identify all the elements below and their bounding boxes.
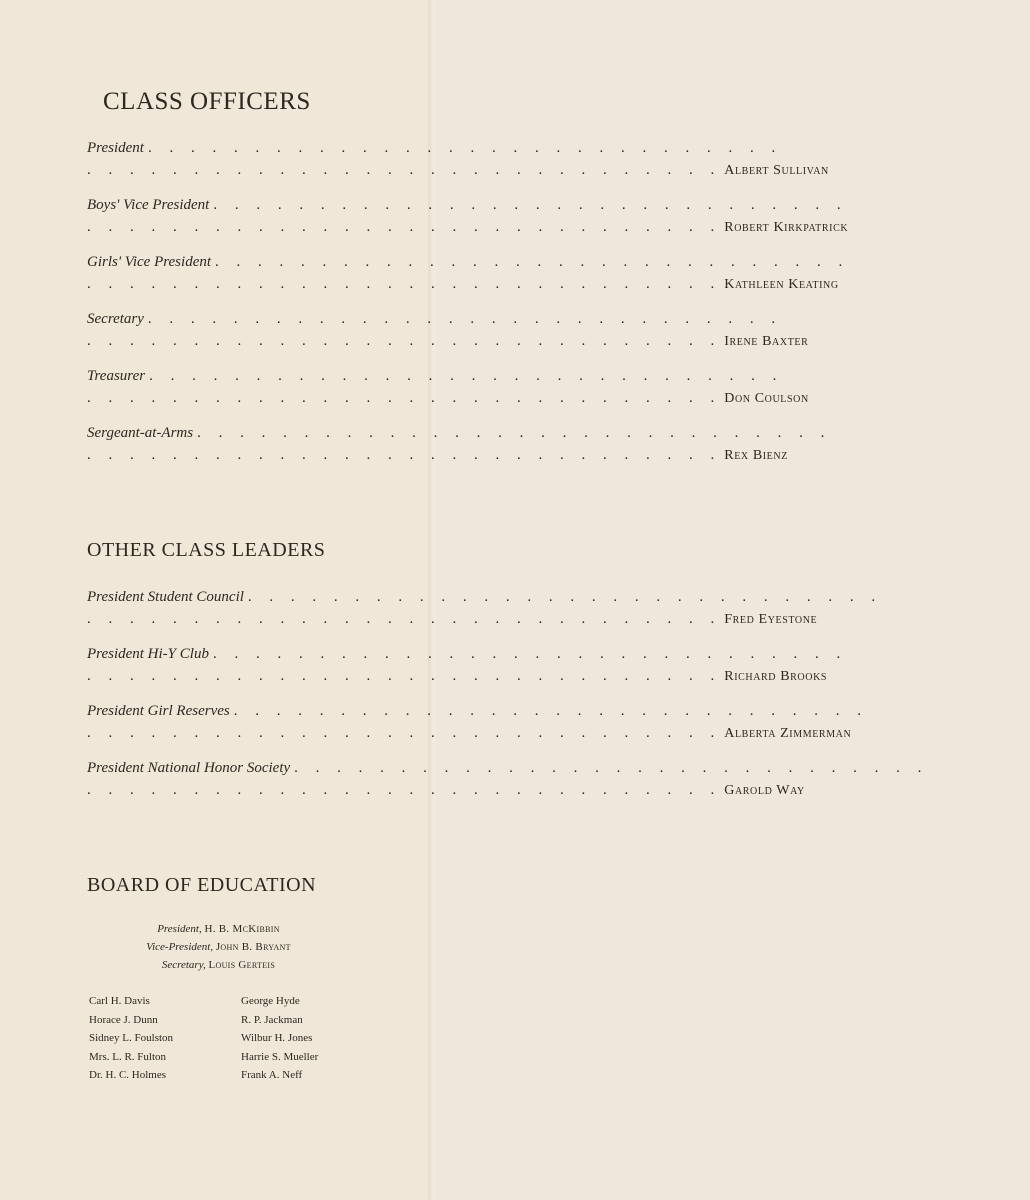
leader-name: Garold Way xyxy=(724,783,805,798)
dot-leader: . . . . . . . . . . . . . . . . . . . . . . . . . . . . . . xyxy=(87,333,722,349)
officer-entry xyxy=(87,368,809,412)
board-member: Sidney L. Foulston xyxy=(89,1032,174,1044)
board-member: Frank A. Neff xyxy=(241,1069,303,1081)
board-of-education-title: BOARD OF EDUCATION xyxy=(87,874,317,896)
dot-leader: . . . . . . . . . . . . . . . . . . . . . . . . . . . . . . xyxy=(87,611,722,627)
officer-name: Don Coulson xyxy=(724,391,809,406)
officer-name: Kathleen Keating xyxy=(724,277,839,292)
dot-leader: . . . . . . . . . . . . . . . . . . . . . . . . . . . . . . xyxy=(147,311,783,327)
officer-role: Sergeant-at-Arms xyxy=(87,425,194,441)
dot-leader: . . . . . . . . . . . . . . . . . . . . . . . . . . . . . . xyxy=(247,589,883,605)
dot-leader: . . . . . . . . . . . . . . . . . . . . . . . . . . . . . . xyxy=(87,725,722,741)
officer-entry xyxy=(87,425,832,469)
officer-entry xyxy=(87,254,850,298)
dot-leader: . . . . . . . . . . . . . . . . . . . . . . . . . . . . . . xyxy=(87,447,722,463)
officer-entry xyxy=(87,197,849,241)
officer-role: Boys' Vice President xyxy=(87,197,210,213)
dot-leader: . . . . . . . . . . . . . . . . . . . . . . . . . . . . . . xyxy=(197,425,832,441)
officer-name: Robert Kirkpatrick xyxy=(724,220,849,235)
board-member: Mrs. L. R. Fulton xyxy=(89,1050,167,1063)
officer-role: Treasurer xyxy=(87,368,146,384)
dot-leader: . . . . . . . . . . . . . . . . . . . . . . . . . . . . . . xyxy=(87,668,722,684)
dot-leader: . . . . . . . . . . . . . . . . . . . . . . . . . . . . . . xyxy=(147,140,783,156)
officer-name: Irene Baxter xyxy=(724,334,809,349)
leader-role: President Hi-Y Club xyxy=(87,646,209,662)
dot-leader: . . . . . . . . . . . . . . . . . . . . . . . . . . . . . . xyxy=(87,162,722,178)
board-officer-name: H. B. McKibbin xyxy=(204,923,280,935)
leader-entry xyxy=(87,703,868,747)
board-officer-role: Secretary, xyxy=(161,959,206,971)
officer-name: Rex Bienz xyxy=(724,448,788,463)
leader-entry xyxy=(87,760,929,804)
officer-entry xyxy=(87,311,809,355)
leader-name: Alberta Zimmerman xyxy=(724,726,852,741)
board-officer-line xyxy=(87,938,350,956)
officer-role: Secretary xyxy=(87,311,144,327)
class-officers-title: CLASS OFFICERS xyxy=(103,88,311,115)
board-officer-line xyxy=(87,956,350,974)
board-officer-role: President, xyxy=(157,923,202,935)
board-member: Horace J. Dunn xyxy=(89,1013,158,1026)
leader-entry xyxy=(87,589,883,633)
board-member: Wilbur H. Jones xyxy=(241,1032,313,1044)
leader-role: President Student Council xyxy=(87,589,244,605)
board-officer-role: Vice-President, xyxy=(146,941,214,953)
dot-leader: . . . . . . . . . . . . . . . . . . . . . . . . . . . . . . xyxy=(215,254,850,270)
leader-entry xyxy=(87,646,848,690)
board-members-column-1 xyxy=(89,992,173,1085)
officer-role: Girls' Vice President xyxy=(87,254,212,270)
dot-leader: . . . . . . . . . . . . . . . . . . . . . . . . . . . . . . xyxy=(233,703,868,719)
officer-name: Albert Sullivan xyxy=(724,163,829,178)
dot-leader: . . . . . . . . . . . . . . . . . . . . . . . . . . . . . . xyxy=(87,782,722,798)
leader-name: Richard Brooks xyxy=(724,669,828,684)
board-member: R. P. Jackman xyxy=(241,1013,303,1026)
board-member: Dr. H. C. Holmes xyxy=(89,1069,166,1081)
dot-leader: . . . . . . . . . . . . . . . . . . . . . . . . . . . . . . xyxy=(87,219,722,235)
board-member: George Hyde xyxy=(241,995,300,1007)
board-officers xyxy=(87,920,350,974)
dot-leader: . . . . . . . . . . . . . . . . . . . . . . . . . . . . . . xyxy=(87,390,722,406)
other-leaders-title: OTHER CLASS LEADERS xyxy=(87,539,326,561)
dot-leader: . . . . . . . . . . . . . . . . . . . . . . . . . . . . . . xyxy=(294,760,929,776)
board-officer-name: John B. Bryant xyxy=(215,941,291,953)
leader-name: Fred Eyestone xyxy=(724,612,818,627)
dot-leader: . . . . . . . . . . . . . . . . . . . . . . . . . . . . . . xyxy=(149,368,784,384)
board-member: Carl H. Davis xyxy=(89,995,150,1007)
dot-leader: . . . . . . . . . . . . . . . . . . . . . . . . . . . . . . xyxy=(212,646,848,662)
dot-leader: . . . . . . . . . . . . . . . . . . . . . . . . . . . . . . xyxy=(87,276,722,292)
dot-leader: . . . . . . . . . . . . . . . . . . . . . . . . . . . . . . xyxy=(213,197,848,213)
leader-role: President Girl Reserves xyxy=(87,703,230,719)
board-members-column-2 xyxy=(241,992,318,1085)
board-officer-name: Louis Gerteis xyxy=(208,959,276,971)
officer-role: President xyxy=(87,140,144,156)
leader-role: President National Honor Society xyxy=(87,760,291,776)
board-member: Harrie S. Mueller xyxy=(241,1050,319,1063)
board-officer-line xyxy=(87,920,350,938)
officer-entry xyxy=(87,140,829,184)
